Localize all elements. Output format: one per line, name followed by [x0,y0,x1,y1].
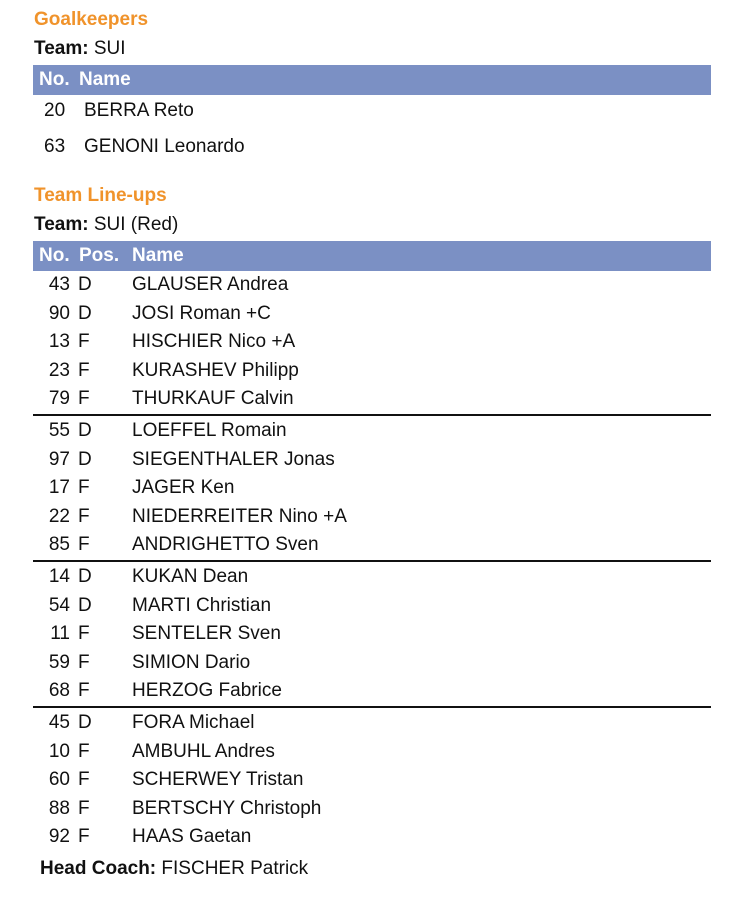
player-name: SCHERWEY Tristan [132,769,304,791]
player-number: 45 [48,711,70,733]
player-position: D [78,448,92,470]
player-position: D [78,565,92,587]
player-position: D [78,594,92,616]
line-divider [33,706,711,708]
goalkeeper-name: BERRA Reto [84,100,194,121]
player-row [0,738,730,767]
player-position: F [78,388,90,410]
lineup-table [0,271,730,852]
player-position: F [78,769,90,791]
player-name: HAAS Gaetan [132,826,252,848]
goalkeepers-header-no: No. [39,69,70,90]
player-position: D [78,302,92,324]
player-row [0,503,730,532]
player-row [0,563,730,592]
player-position: F [78,534,90,556]
player-row [0,328,730,357]
player-number: 13 [48,331,70,353]
goalkeeper-number: 20 [44,100,66,121]
player-name: GLAUSER Andrea [132,274,289,295]
player-row [0,795,730,824]
player-name: KUKAN Dean [132,565,249,587]
player-number: 14 [48,565,70,587]
player-row [0,766,730,795]
player-row [0,474,730,503]
line-block [0,709,730,852]
player-position: F [78,651,90,673]
goalkeepers-header [33,65,711,95]
player-number: 88 [48,797,70,819]
player-row [0,709,730,738]
player-row [0,531,730,560]
player-name: AMBUHL Andres [132,740,275,762]
player-position: D [78,711,92,733]
player-number: 43 [48,274,70,295]
player-row [0,592,730,621]
player-row [0,357,730,386]
player-number: 59 [48,651,70,673]
goalkeepers-team-value: SUI [93,38,126,59]
player-name: JOSI Roman +C [132,302,271,324]
lineups-header-no: No. [39,245,70,266]
head-coach-label: Head Coach: [40,858,157,879]
goalkeeper-number: 63 [44,136,66,157]
player-name: SIEGENTHALER Jonas [132,448,335,470]
goalkeepers-team-label: Team: [34,38,89,59]
player-row [0,417,730,446]
goalkeepers-header-name: Name [79,69,131,90]
player-name: THURKAUF Calvin [132,388,294,410]
player-row [0,300,730,329]
line-block [0,417,730,560]
player-position: F [78,826,90,848]
line-block [0,563,730,706]
player-number: 10 [48,740,70,762]
goalkeeper-name: GENONI Leonardo [84,136,245,157]
player-position: F [78,505,90,527]
player-position: F [78,477,90,499]
player-row [0,649,730,678]
player-row [0,446,730,475]
player-name: JAGER Ken [132,477,235,499]
player-name: FORA Michael [132,711,255,733]
lineups-header-pos: Pos. [79,245,120,266]
player-name: MARTI Christian [132,594,272,616]
player-position: F [78,331,90,353]
goalkeepers-title: Goalkeepers [34,9,149,30]
player-number: 55 [48,419,70,441]
player-number: 90 [48,302,70,324]
player-name: KURASHEV Philipp [132,359,299,381]
goalkeeper-row [0,100,730,130]
player-name: HISCHIER Nico +A [132,331,296,353]
player-position: F [78,623,90,645]
player-name: ANDRIGHETTO Sven [132,534,319,556]
goalkeepers-team-line [34,38,126,60]
player-position: D [78,274,92,295]
lineups-team-value: SUI (Red) [93,214,179,235]
player-number: 97 [48,448,70,470]
line-divider [33,414,711,416]
player-name: LOEFFEL Romain [132,419,287,441]
player-position: F [78,359,90,381]
player-number: 23 [48,359,70,381]
line-block [0,271,730,414]
player-row [0,620,730,649]
goalkeeper-row [0,136,730,166]
player-number: 68 [48,680,70,702]
player-row [0,271,730,300]
player-name: SIMION Dario [132,651,251,673]
player-number: 60 [48,769,70,791]
player-name: HERZOG Fabrice [132,680,282,702]
player-position: F [78,797,90,819]
player-row [0,677,730,706]
lineups-team-line [34,214,178,236]
player-name: BERTSCHY Christoph [132,797,322,819]
player-name: NIEDERREITER Nino +A [132,505,347,527]
player-number: 92 [48,826,70,848]
head-coach-name: FISCHER Patrick [161,858,309,879]
player-name: SENTELER Sven [132,623,281,645]
player-number: 22 [48,505,70,527]
player-position: F [78,680,90,702]
head-coach [40,858,308,880]
player-number: 79 [48,388,70,410]
player-number: 17 [48,477,70,499]
player-position: F [78,740,90,762]
lineups-team-label: Team: [34,214,89,235]
line-divider [33,560,711,562]
player-number: 85 [48,534,70,556]
player-row [0,385,730,414]
lineups-title: Team Line-ups [34,185,167,206]
player-number: 54 [48,594,70,616]
lineups-header [33,241,711,271]
player-row [0,823,730,852]
player-position: D [78,419,92,441]
lineups-header-name: Name [132,245,184,266]
player-number: 11 [50,623,70,645]
